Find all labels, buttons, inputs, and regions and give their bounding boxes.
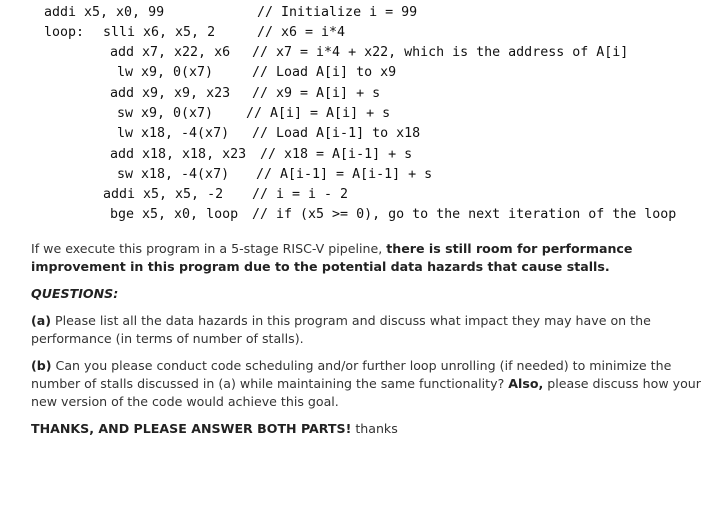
code-instruction: add x7, x22, x6 xyxy=(110,45,231,60)
code-instruction: slli x6, x5, 2 xyxy=(103,25,216,40)
part-a-label: (a) xyxy=(31,313,52,328)
part-b-text-2: please discuss how your new version of the code would achieve this goal. xyxy=(31,376,701,409)
code-comment: // Load A[i] to x9 xyxy=(252,65,397,80)
part-a-paragraph xyxy=(31,312,703,348)
code-comment: // x7 = i*4 + x22, which is the address of A[i] xyxy=(252,45,629,60)
code-comment: // A[i-1] = A[i-1] + s xyxy=(256,167,433,182)
intro-bold: there is still room for performance improvement in this program due to the potential data hazards that cause stalls. xyxy=(31,241,633,274)
code-comment: // Initialize i = 99 xyxy=(257,5,418,20)
code-block xyxy=(0,0,712,230)
code-instruction: sw x18, -4(x7) xyxy=(117,167,230,182)
part-b-text-1: Can you please conduct code scheduling and/or further loop unrolling (if needed) to minimize the number of stalls discussed in (a) while maintaining the same functionality? xyxy=(31,358,672,391)
code-comment: // Load A[i-1] to x18 xyxy=(252,126,421,141)
code-comment: // i = i - 2 xyxy=(252,187,349,202)
code-comment: // x9 = A[i] + s xyxy=(252,86,381,101)
code-label: loop: xyxy=(44,25,85,40)
intro-plain: If we execute this program in a 5-stage RISC-V pipeline, xyxy=(31,241,387,256)
intro-paragraph xyxy=(31,240,703,276)
part-b-paragraph xyxy=(31,357,703,411)
code-instruction: add x9, x9, x23 xyxy=(110,86,231,101)
code-instruction: sw x9, 0(x7) xyxy=(117,106,214,121)
part-a-text: Please list all the data hazards in this program and discuss what impact they may have on the performance (in terms of number of stalls). xyxy=(31,313,651,346)
part-b-label: (b) xyxy=(31,358,52,373)
closing-paragraph xyxy=(31,420,703,438)
code-comment: // A[i] = A[i] + s xyxy=(246,106,391,121)
code-instruction: lw x18, -4(x7) xyxy=(117,126,230,141)
questions-heading: QUESTIONS: xyxy=(31,286,119,301)
code-instruction: lw x9, 0(x7) xyxy=(117,65,214,80)
code-instruction: addi x5, x0, 99 xyxy=(44,5,165,20)
code-instruction: bge x5, x0, loop xyxy=(110,207,239,222)
closing-plain: thanks xyxy=(351,421,398,436)
part-b-also: Also, xyxy=(508,376,544,391)
code-instruction: add x18, x18, x23 xyxy=(110,147,247,162)
code-comment: // x18 = A[i-1] + s xyxy=(260,147,413,162)
code-comment: // if (x5 >= 0), go to the next iteration of the loop xyxy=(252,207,677,222)
code-comment: // x6 = i*4 xyxy=(257,25,346,40)
closing-bold: THANKS, AND PLEASE ANSWER BOTH PARTS! xyxy=(31,421,352,436)
question-text xyxy=(31,240,703,438)
code-instruction: addi x5, x5, -2 xyxy=(103,187,224,202)
